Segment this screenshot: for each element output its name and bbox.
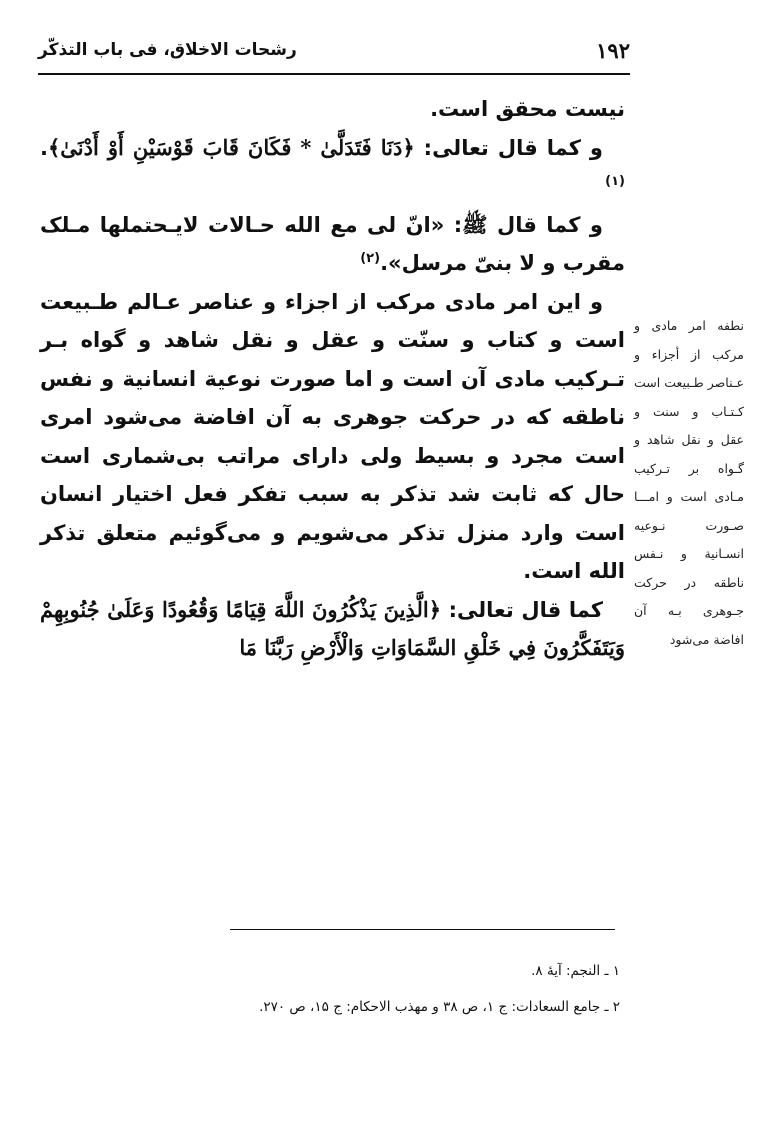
footnotes — [40, 953, 620, 1025]
page-header — [38, 38, 630, 78]
footnote-2: ۲ ـ جامع السعادات: ج ۱، ص ۳۸ و مهذب الاحکام: ج ۱۵، ص ۲۷۰. — [259, 999, 620, 1015]
quran-verse: ﴿الَّذِينَ يَذْكُرُونَ اللَّهَ قِيَامًا وَقُعُودًا وَعَلَىٰ جُنُوبِهِمْ وَيَتَفَكَّرُونَ فِي خَلْقِ السَّمَاوَاتِ وَالْأَرْضِ رَبَّنَا مَا — [40, 596, 625, 660]
paragraph-text: و کما قال تعالی: — [414, 135, 603, 160]
quran-verse: ﴿دَنَا فَتَدَلَّىٰ * فَكَانَ قَابَ قَوْسَيْنِ أَوْ أَدْنَىٰ﴾ — [47, 134, 415, 160]
paragraph-quran-imran — [40, 591, 625, 668]
paragraph-main — [40, 283, 625, 591]
header-rule — [38, 73, 630, 75]
paragraph-text: کما قال تعالی: — [441, 597, 603, 622]
margin-note: نطفه امر مادی و مرکب از أجزاء و عـناصر طـبیعت است کـتـاب و سنت و عقل و نقل شاهد و گـواه بر تـرکیب مـادی است و امـــا صـورت نـوعیه انسـانیة و نـفس ناطقه در حرکت جـوهری بـه آن افاضة می‌شود — [634, 318, 744, 647]
footnote-rule — [230, 929, 615, 930]
page-number: ۱۹۲ — [596, 38, 630, 63]
paragraph-hadith — [40, 206, 625, 283]
main-text — [40, 90, 625, 668]
footnote-1: ۱ ـ النجم: آیهٔ ۸. — [531, 963, 620, 979]
running-title: رشحات الاخلاق، فی باب التذکّر — [38, 40, 297, 60]
paragraph-continuation: نیست محقق است. — [430, 97, 625, 121]
footnote-ref: (۱) — [605, 174, 625, 189]
paragraph-text: و این امر مادی مرکب از اجزاء و عناصر عـالم طـبیعت است و کتاب و سنّت و عقل و نقل شاهد و گواه بـر تـرکیب مادی آن است و اما صورت نوعیة انسانیة و نفس ناطقه که در حرکت جوهری به آن افاضة می‌شود امری است مجرد و بسیط ولی دارای مراتب بی‌شماری است حال که ثابت شد تذکر به سبب تفکر فعل اختیار انسان است وارد منزل تذکر می‌شویم و می‌گوئیم متعلق تذکر الله است. — [40, 289, 625, 583]
footnote-ref: (۲) — [360, 251, 381, 266]
paragraph-text: و کما قال ﷺ: «انّ لی مع الله حـالات لایـحتملها مـلک مقرب و لا بنیّ مرسل». — [40, 212, 625, 275]
paragraph-quran-najm: و کما قال تعالی: ﴿دَنَا فَتَدَلَّىٰ * فَكَانَ قَابَ قَوْسَيْنِ أَوْ أَدْنَىٰ﴾.$^{(۱)}$ — [40, 134, 625, 189]
